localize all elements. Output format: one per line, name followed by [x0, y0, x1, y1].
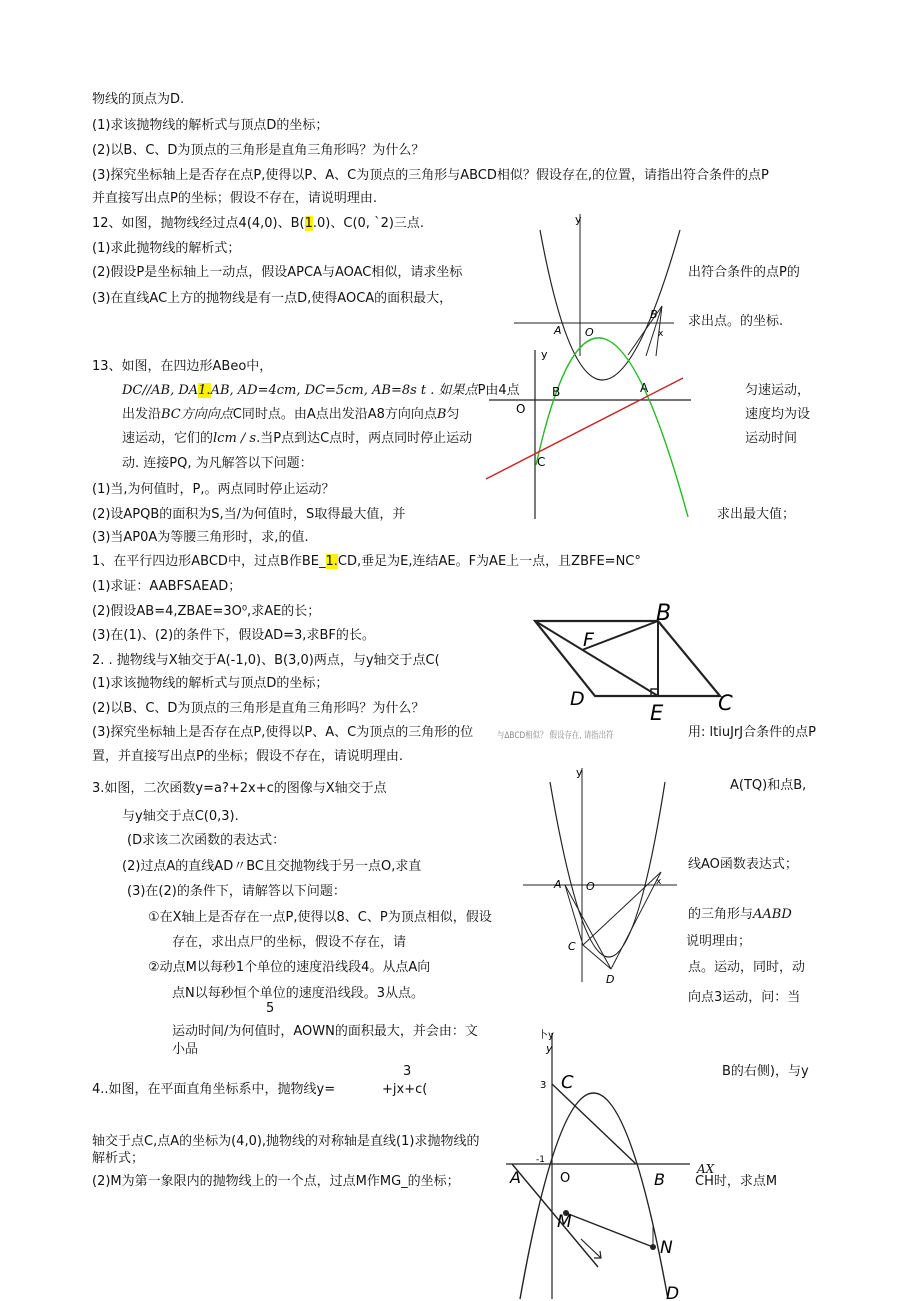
question-item: (D求该二次函数的表达式： [127, 833, 286, 848]
question-13-line: 动. 连接PQ, 为凡解答以下问题： [122, 456, 313, 471]
line-ac [486, 378, 683, 479]
question-item: ②动点M以每秒1个单位的速度沿线段4。从点A向 [148, 960, 431, 975]
question-item: (3)在直线AC上方的抛物线是有一点D,使得AOCA的面积最大， [92, 291, 453, 306]
question-13-title: 13、如图，在四边形ABeo中， [92, 359, 273, 374]
segment-cb [583, 872, 661, 945]
question-item-right: 求出最大值； [717, 507, 796, 522]
question-item: (2)假设AB=4,ZBAE=3O⁰,求AE的长； [92, 604, 321, 619]
x-label: x [658, 329, 664, 339]
point-c-label: C [537, 455, 546, 469]
point-e-label: E [650, 701, 664, 725]
fraction-numeral: 3 [403, 1064, 412, 1079]
question-item: (3)探究坐标轴上是否存在点P,使得以P、A、C为顶点的三角形与ABCD相似？假设存在,的位置，请指出符合条件的点P [92, 168, 769, 183]
problem-2-title: 2. . 抛物线与X轴交于A(-1,0)、B(3,0)两点，与y轴交于点C( [92, 653, 440, 668]
figure-p3 [515, 762, 680, 987]
parabola [550, 782, 665, 957]
text-line: 点N以每秒恒个单位的速度沿线段。3从点。 [172, 986, 424, 1001]
axis-caption: 卜y [538, 1030, 554, 1041]
y-label: y [576, 766, 583, 779]
text-line: 运动时间/为何值时，AOWN的面积最大，并会由：文 [172, 1024, 478, 1039]
point-n [650, 1244, 656, 1250]
question-item-right: 向点3运动，问：当 [688, 990, 801, 1005]
segment-ae [535, 621, 658, 696]
point-a-label: A [640, 381, 649, 395]
question-item-right: 的三角形与AABD [688, 907, 792, 922]
question-item: (2)过点A的直线AD〃BC且交抛物线于另一点O,求直 [122, 859, 422, 874]
text-line: 置，并直接写出点P的坐标；假设不存在，请说明理由. [92, 749, 403, 764]
text-line: 物线的顶点为D. [92, 92, 185, 107]
question-13-right: 匀速运动， [745, 383, 811, 398]
question-item-right: 出符合条件的点P的 [688, 265, 800, 280]
question-13-right: 运动时间 [745, 431, 798, 446]
point-a-label: A [554, 324, 562, 337]
parabola [536, 338, 688, 517]
text-line: 存在，求出点尸的坐标，假设不存在，请 [172, 935, 407, 950]
question-item: (2)M为第一象限内的抛物线上的一个点，过点M作MG_的坐标； [92, 1174, 460, 1189]
question-item-right: 线AO函数表达式； [688, 857, 798, 872]
point-f-label: F [583, 629, 594, 651]
question-item-right: A(TQ)和点B, [730, 778, 807, 793]
point-a-label: A [554, 878, 562, 891]
text-line: +jx+c( [382, 1082, 428, 1097]
question-item: (1)求证：AABFSAEAD； [92, 579, 242, 594]
segment-ad [512, 1164, 598, 1267]
point-d-label: D [606, 973, 615, 986]
question-item-right: 求出点。的坐标. [688, 314, 784, 329]
figure-p1 [530, 598, 760, 723]
motion-arrow [581, 1239, 601, 1258]
question-item: (3)在(2)的条件下，请解答以下问题： [127, 884, 346, 899]
text-line: 解析式； [92, 1151, 145, 1166]
point-b-label: B [654, 1170, 665, 1189]
figure-q13 [483, 347, 693, 522]
point-c-label: C [718, 691, 733, 715]
point-b-label: B [656, 601, 672, 626]
question-item-right: 点。运动，同时，动 [688, 960, 806, 975]
question-item: ①在X轴上是否存在一点P,使得以8、C、P为顶点相似，假设 [148, 910, 492, 925]
figure-q12 [510, 210, 680, 360]
y-label: y [541, 348, 548, 361]
point-m-label: M [557, 1212, 572, 1232]
problem-4-title: 4..如图，在平面直角坐标系中，抛物线y= [92, 1082, 336, 1097]
text-line: 与y轴交于点C(0,3). [122, 809, 239, 824]
question-item-right: 用: ltiuJrJ合条件的点P [688, 725, 816, 740]
faded-text: 与ΔBCD相似？ 假设存在, 请指出符 [497, 731, 614, 741]
question-13-line: 出发沿BC方向向点C同时点。由A点出发沿A8方向向点B匀 [122, 407, 460, 422]
question-item: (1)求该抛物线的解析式与顶点D的坐标； [92, 118, 329, 133]
problem-1-title: 1、在平行四边形ABCD中，过点B作BE_1.CD,垂足为E,连结AE。F为AE上一点，且ZBFE=NC° [92, 554, 641, 569]
figure-p4 [498, 1027, 693, 1301]
highlight: 1. [325, 554, 338, 569]
label: AX [697, 1162, 715, 1176]
point-d-label: D [666, 1284, 680, 1301]
question-item: (3)在(1)、(2)的条件下，假设AD=3,求BF的长。 [92, 628, 375, 643]
question-item: (2)假设P是坐标轴上一动点，假设APCA与AOAC相似，请求坐标 [92, 265, 463, 280]
segment-db [611, 872, 661, 969]
point-b-label: B [650, 308, 658, 321]
segment-mn [566, 1213, 653, 1247]
origin-label: O [586, 880, 595, 893]
question-item: (2)设APQB的面积为S,当/为何值时，S取得最大值，并 [92, 507, 406, 522]
question-item: (3)当AP0A为等腰三角形时，求,的值. [92, 530, 309, 545]
question-13-right: 速度均为设 [745, 407, 811, 422]
point-a-label: A [510, 1168, 521, 1187]
x-label: x [656, 877, 662, 887]
question-item: (3)探究坐标轴上是否存在点P,使得以P、A、C为顶点的三角形的位 [92, 725, 474, 740]
question-item-right: 说明理由； [686, 934, 752, 949]
point-c-label: C [561, 1072, 574, 1093]
question-item: (1)当,为何值时，P,。两点同时停止运动？ [92, 482, 335, 497]
highlight: 1 [304, 216, 313, 231]
origin-label: O [585, 326, 594, 339]
text-line: 并直接写出点P的坐标；假设不存在，请说明理由. [92, 191, 377, 206]
segment-ad [565, 885, 611, 969]
question-item: (2)以B、C、D为顶点的三角形是直角三角形吗？为什么？ [92, 143, 425, 158]
origin-label: O [560, 1171, 571, 1186]
y-label: y [575, 213, 582, 226]
origin-label: O [516, 402, 526, 416]
question-item: (1)求该抛物线的解析式与顶点D的坐标； [92, 676, 329, 691]
point-c-label: C [568, 940, 576, 953]
question-13-line: 速运动，它们的lcm / s.当P点到达C点时，两点同时停止运动 [122, 431, 473, 446]
tick-minus-1-label: -1 [536, 1155, 545, 1165]
tick-3-label: 3 [540, 1080, 547, 1091]
question-13-line: DC//AB, DA1.AB, AD=4cm, DC=5cm, AB=8s t . 如果点P由4点 [122, 383, 520, 398]
point-d-label: D [570, 688, 585, 710]
question-item-right: B的右侧)，与y [722, 1064, 809, 1079]
point-n-label: N [660, 1238, 673, 1258]
text-line: 小品 [172, 1042, 199, 1057]
y-label: y [546, 1042, 553, 1055]
fraction-numeral: 5 [266, 1001, 275, 1016]
question-item-right: CH时，求点M [695, 1174, 778, 1189]
point-b-label: B [552, 385, 561, 399]
question-item: (2)以B、C、D为顶点的三角形是直角三角形吗？为什么？ [92, 701, 425, 716]
question-12-title: 12、如图，抛物线经过点4(4,0)、B(1.0)、C(0, `2)三点. [92, 216, 425, 231]
problem-3-title: 3.如图，二次函数y=a?+2x+c的图像与X轴交于点 [92, 781, 387, 796]
question-item: (1)求此抛物线的解析式； [92, 241, 241, 256]
text-line: 轴交于点C,点A的坐标为(4,0),抛物线的对称轴是直线(1)求抛物线的 [92, 1134, 480, 1149]
highlight: 1. [198, 383, 211, 398]
